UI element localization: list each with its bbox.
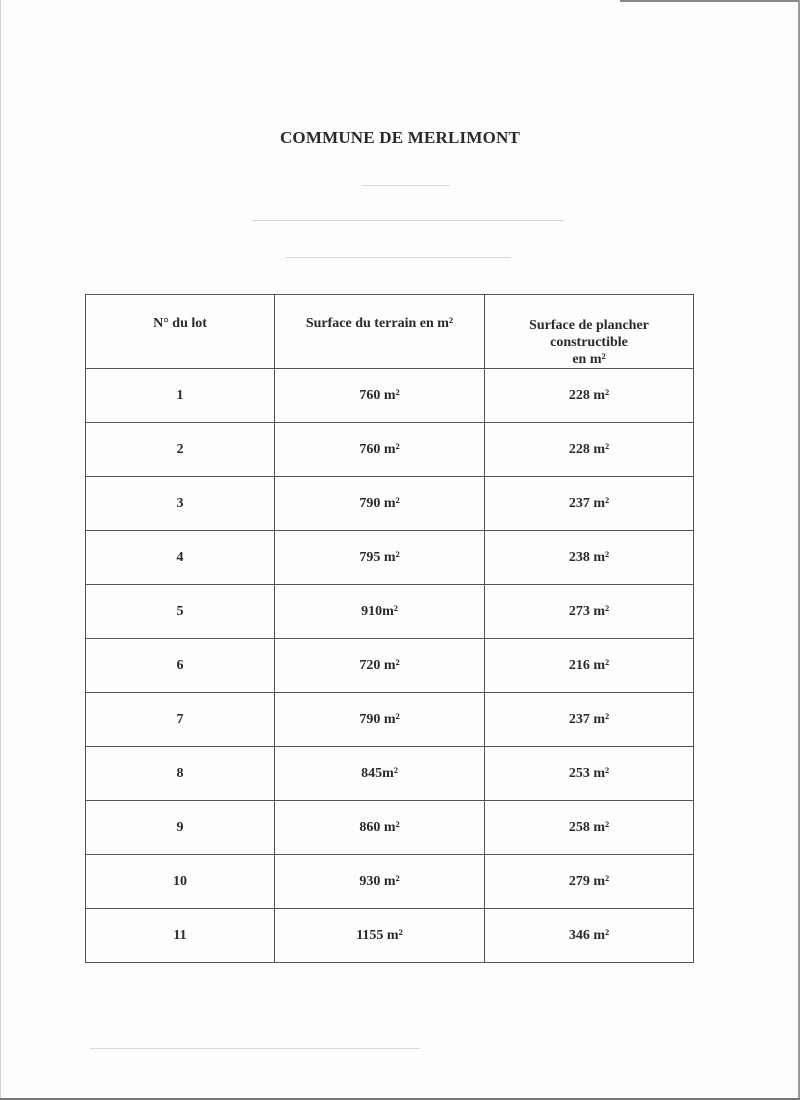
cell-lot: 1 <box>86 369 275 423</box>
header-surface: Surface du terrain en m² <box>275 295 485 369</box>
table-row <box>86 855 694 909</box>
cell-plancher: 228 m² <box>485 423 694 477</box>
table-row <box>86 801 694 855</box>
cell-plancher: 237 m² <box>485 477 694 531</box>
cell-surface: 1155 m² <box>275 909 485 963</box>
faint-rule-3 <box>285 257 511 258</box>
table-row <box>86 693 694 747</box>
cell-lot: 5 <box>86 585 275 639</box>
cell-plancher: 346 m² <box>485 909 694 963</box>
cell-surface: 845m² <box>275 747 485 801</box>
cell-surface: 790 m² <box>275 693 485 747</box>
cell-plancher: 253 m² <box>485 747 694 801</box>
cell-surface: 720 m² <box>275 639 485 693</box>
cell-lot: 10 <box>86 855 275 909</box>
table-row <box>86 531 694 585</box>
scan-edge-top <box>620 0 800 2</box>
table-row <box>86 477 694 531</box>
header-plancher-line3: en m² <box>572 352 606 367</box>
cell-lot: 4 <box>86 531 275 585</box>
table-row <box>86 369 694 423</box>
cell-surface: 910m² <box>275 585 485 639</box>
cell-plancher: 228 m² <box>485 369 694 423</box>
cell-lot: 3 <box>86 477 275 531</box>
header-lot: N° du lot <box>86 295 275 369</box>
table-row <box>86 639 694 693</box>
cell-lot: 9 <box>86 801 275 855</box>
lots-table <box>85 294 694 963</box>
cell-lot: 7 <box>86 693 275 747</box>
cell-surface: 790 m² <box>275 477 485 531</box>
cell-lot: 11 <box>86 909 275 963</box>
faint-rule-1 <box>362 185 450 186</box>
cell-surface: 760 m² <box>275 423 485 477</box>
cell-lot: 6 <box>86 639 275 693</box>
document-title: COMMUNE DE MERLIMONT <box>279 128 521 147</box>
cell-surface: 760 m² <box>275 369 485 423</box>
cell-plancher: 279 m² <box>485 855 694 909</box>
cell-surface: 795 m² <box>275 531 485 585</box>
header-plancher <box>485 295 694 369</box>
cell-lot: 2 <box>86 423 275 477</box>
table-row <box>86 909 694 963</box>
header-plancher-line1: Surface de plancher <box>529 318 649 333</box>
faint-rule-2 <box>252 220 564 221</box>
cell-plancher: 258 m² <box>485 801 694 855</box>
table-row <box>86 423 694 477</box>
header-plancher-line2: constructible <box>550 335 628 350</box>
cell-plancher: 273 m² <box>485 585 694 639</box>
cell-plancher: 216 m² <box>485 639 694 693</box>
faint-rule-4 <box>90 1048 420 1049</box>
cell-plancher: 238 m² <box>485 531 694 585</box>
table-row <box>86 585 694 639</box>
cell-plancher: 237 m² <box>485 693 694 747</box>
cell-surface: 860 m² <box>275 801 485 855</box>
table-header-row <box>86 295 694 369</box>
cell-lot: 8 <box>86 747 275 801</box>
cell-surface: 930 m² <box>275 855 485 909</box>
scan-edge-left <box>0 0 1 1100</box>
table-row <box>86 747 694 801</box>
